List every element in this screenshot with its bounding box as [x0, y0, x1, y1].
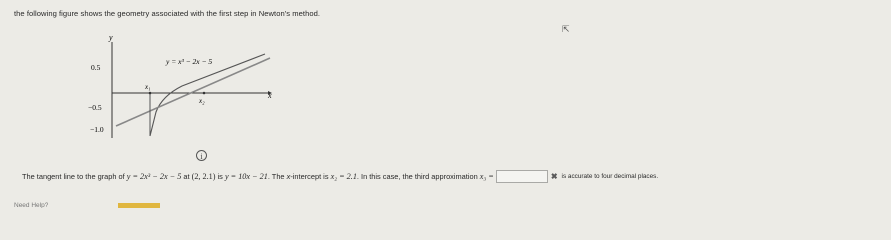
tangent-equation: y = 10x − 21 [224, 172, 268, 181]
x3-label: x₃ = [479, 172, 494, 181]
cubic-curve [150, 54, 265, 136]
x3-answer-input[interactable] [496, 170, 548, 183]
incorrect-x-icon: ✖ [550, 172, 558, 181]
x1-label: x₁ [145, 83, 151, 91]
curve-label: y = x³ − 2x − 5 [166, 57, 213, 66]
question-text: is [217, 172, 223, 181]
accuracy-note: is accurate to four decimal places. [561, 173, 659, 180]
mouse-cursor-icon: ⇱ [562, 24, 570, 34]
question-text: . The [267, 172, 285, 181]
tick-label: −1.0 [90, 125, 104, 134]
x2-label: x₂ [199, 97, 205, 105]
tick-label: −0.5 [88, 103, 102, 112]
y-axis-label: y [109, 33, 113, 42]
tangent-line [116, 58, 270, 126]
question-text: The tangent line to the graph of [22, 172, 125, 181]
help-action-button[interactable] [118, 203, 160, 208]
problem-intro-text: the following figure shows the geometry associated with the first step in Newton's method. [14, 9, 321, 18]
tangent-point: (2, 2.1) [191, 172, 216, 181]
question-text: . In this case, the third approximation [356, 172, 478, 181]
tick-label: 0.5 [91, 63, 101, 72]
x-variable: x [286, 172, 291, 181]
need-help-button[interactable]: Need Help? [14, 202, 49, 208]
function-equation: y = 2x³ − 2x − 5 [126, 172, 182, 181]
question-sentence [22, 170, 658, 183]
question-text: at [183, 172, 190, 181]
x-axis-label: x [268, 91, 272, 100]
info-icon[interactable]: i [196, 150, 207, 161]
question-text: -intercept is [290, 172, 329, 181]
x2-value: x₂ = 2.1 [330, 172, 357, 181]
newton-method-graph [82, 32, 282, 142]
